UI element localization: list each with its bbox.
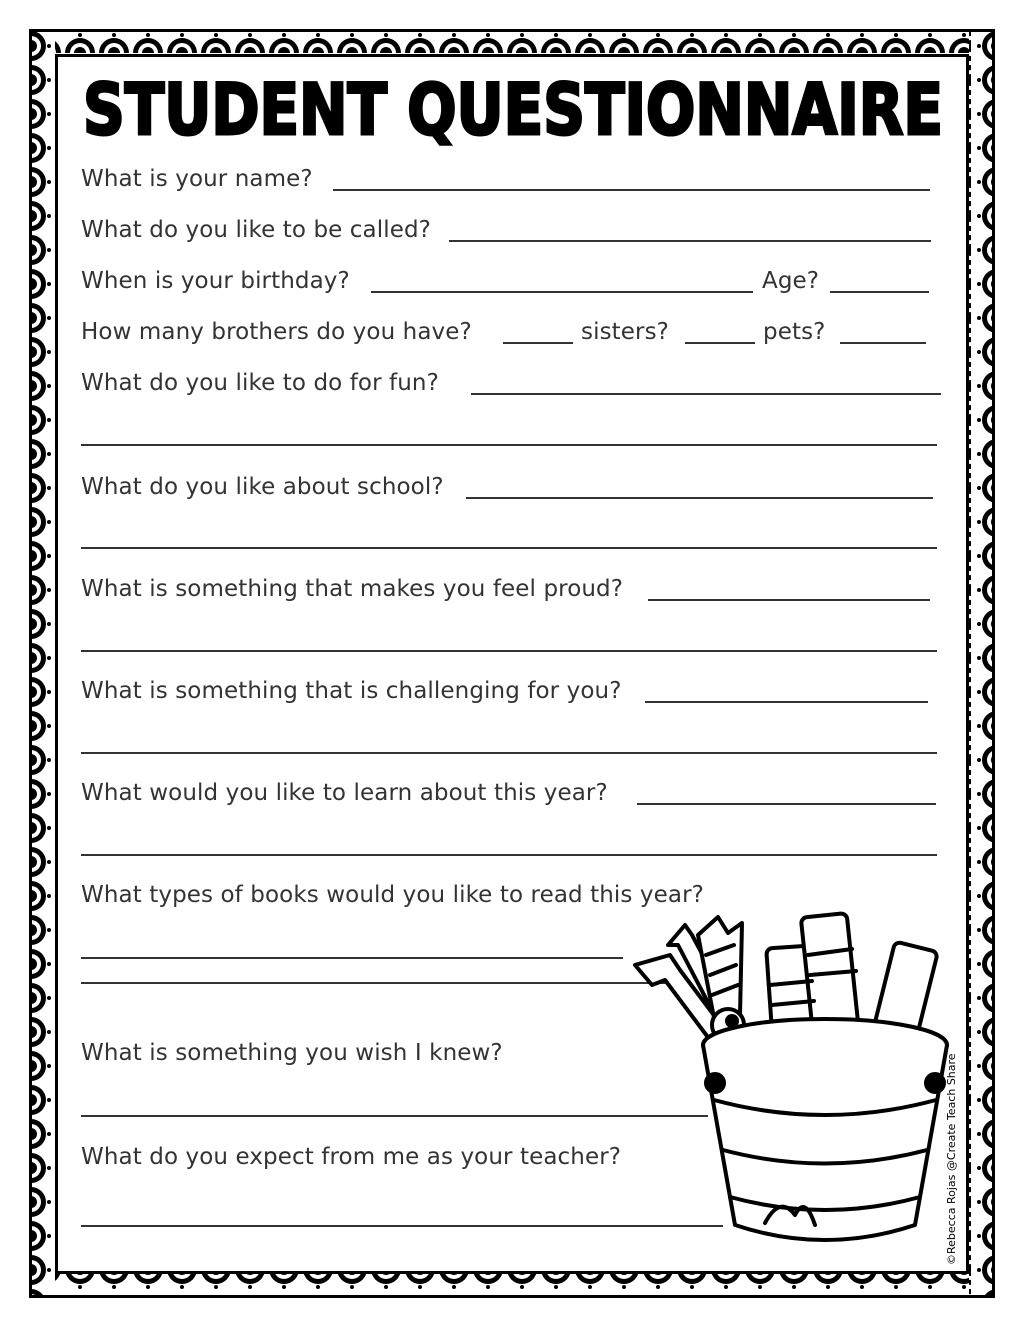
question-expect: What do you expect from me as your teacher?: [81, 1144, 622, 1170]
answer-line-pets[interactable]: [840, 342, 926, 344]
answer-line-brothers[interactable]: [503, 342, 573, 344]
answer-line-proud-1[interactable]: [648, 599, 930, 601]
question-challenging: What is something that is challenging for you?: [81, 678, 622, 704]
question-called: What do you like to be called?: [81, 217, 431, 243]
svg-text:STUDENT QUESTIONNAIRE: STUDENT QUESTIONNAIRE: [83, 69, 943, 151]
copyright-text: ©Rebecca Rojas @Create Teach Share: [945, 1053, 958, 1265]
bucket-of-school-supplies-icon: [630, 905, 950, 1260]
answer-line-age[interactable]: [830, 291, 929, 293]
answer-line-proud-2[interactable]: [81, 650, 937, 652]
answer-line-sisters[interactable]: [685, 342, 755, 344]
question-sisters: sisters?: [581, 319, 669, 345]
question-school: What do you like about school?: [81, 474, 444, 500]
answer-line-called[interactable]: [449, 240, 931, 242]
answer-line-learn-1[interactable]: [637, 803, 936, 805]
question-learn: What would you like to learn about this year?: [81, 780, 608, 806]
answer-line-challenging-2[interactable]: [81, 752, 937, 754]
answer-line-birthday[interactable]: [371, 291, 753, 293]
question-fun: What do you like to do for fun?: [81, 370, 439, 396]
answer-line-school-2[interactable]: [81, 547, 937, 549]
question-proud: What is something that makes you feel proud?: [81, 576, 624, 602]
answer-line-school-1[interactable]: [466, 497, 933, 499]
answer-line-books-2[interactable]: [81, 982, 666, 984]
page-title: [78, 62, 948, 152]
answer-line-books-1[interactable]: [81, 957, 623, 959]
question-birthday: When is your birthday?: [81, 268, 350, 294]
answer-line-fun-1[interactable]: [471, 393, 941, 395]
answer-line-wish[interactable]: [81, 1115, 708, 1117]
question-pets: pets?: [763, 319, 826, 345]
question-age: Age?: [762, 268, 820, 294]
answer-line-challenging-1[interactable]: [645, 701, 928, 703]
question-name: What is your name?: [81, 166, 313, 192]
answer-line-name[interactable]: [333, 189, 930, 191]
question-brothers: How many brothers do you have?: [81, 319, 472, 345]
question-books: What types of books would you like to read this year?: [81, 882, 704, 908]
question-wish: What is something you wish I knew?: [81, 1040, 503, 1066]
answer-line-learn-2[interactable]: [81, 854, 937, 856]
answer-line-expect[interactable]: [81, 1225, 723, 1227]
answer-line-fun-2[interactable]: [81, 444, 937, 446]
